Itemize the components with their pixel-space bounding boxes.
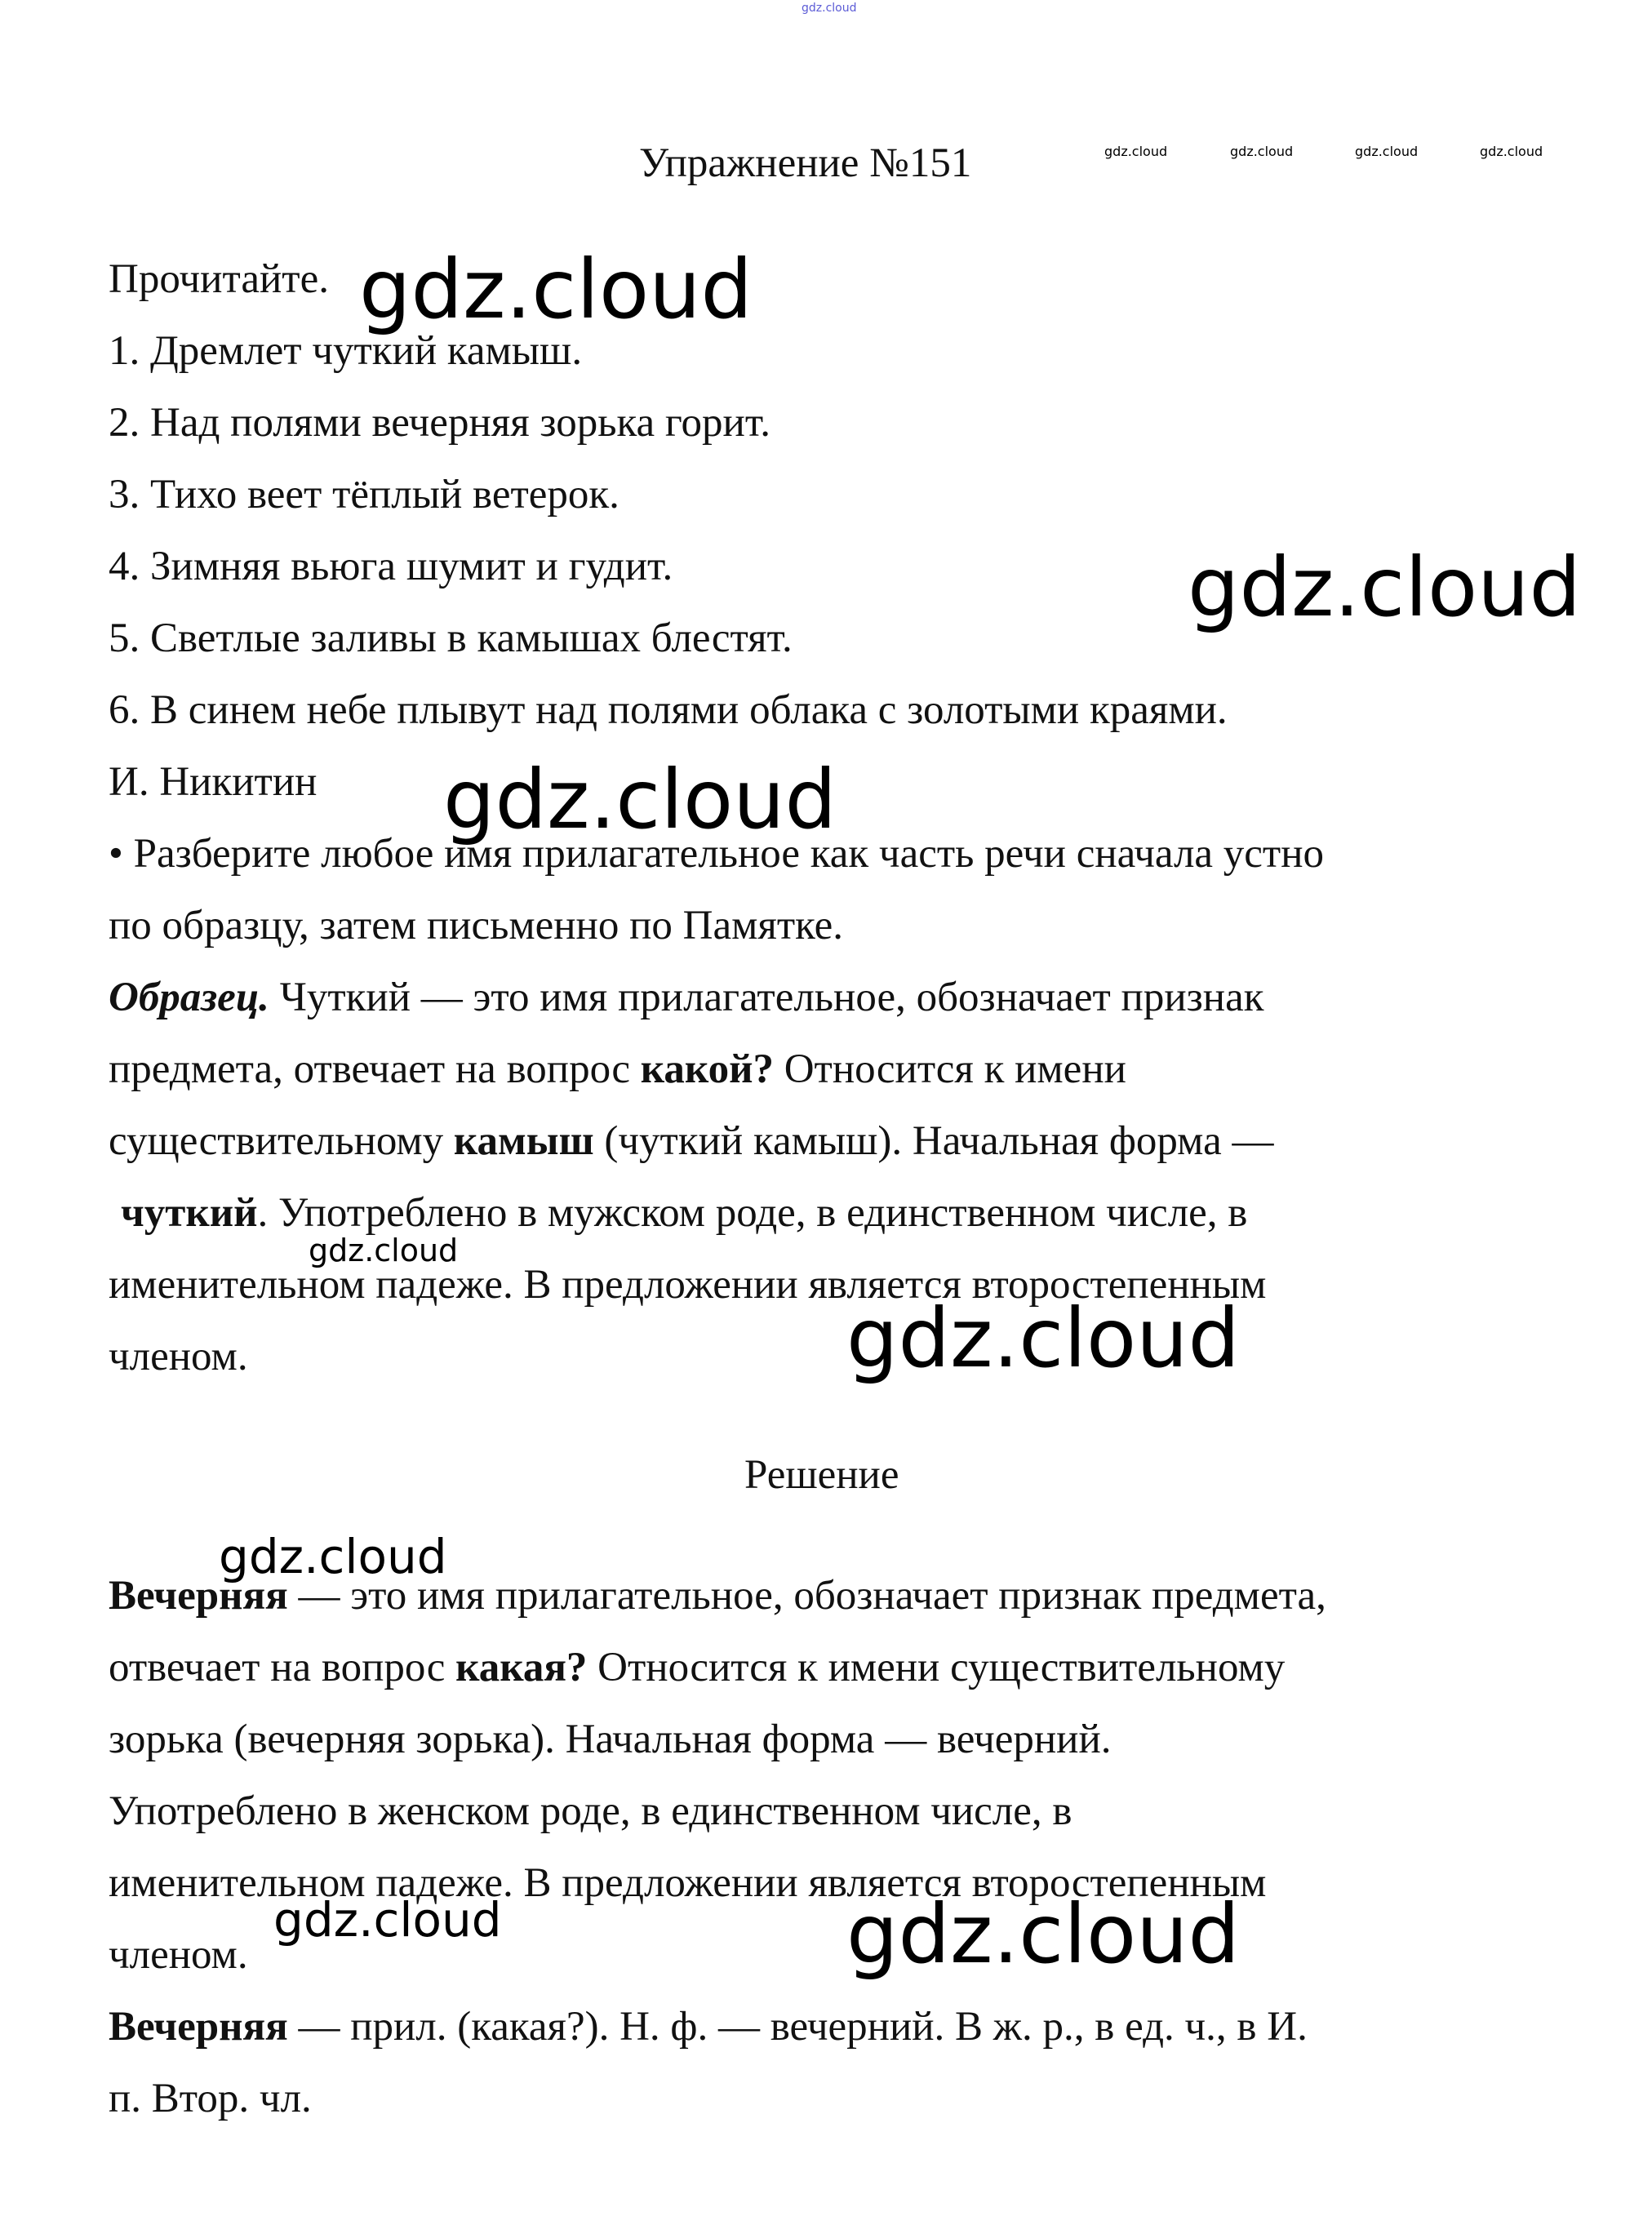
sample-line-5: именительном падеже. В предложении является второстепенным: [109, 1262, 1267, 1308]
watermark-header-2: gdz.cloud: [1230, 144, 1294, 159]
author: И. Никитин: [109, 759, 318, 805]
solution-short-line-2: п. Втор. чл.: [109, 2076, 312, 2121]
sentence-2: 2. Над полями вечерняя зорька горит.: [109, 400, 771, 446]
watermark-7: gdz.cloud: [273, 1892, 502, 1948]
sample-line-4: чуткий. Употреблено в мужском роде, в единственном числе, в: [121, 1190, 1248, 1236]
watermark-8: gdz.cloud: [846, 1886, 1241, 1982]
solution-line-2: отвечает на вопрос какая? Относится к имени существительному: [109, 1645, 1286, 1690]
sample-label: Образец.: [109, 975, 269, 1020]
watermark-2: gdz.cloud: [1188, 540, 1582, 635]
sample-line-2: предмета, отвечает на вопрос какой? Относится к имени: [109, 1046, 1126, 1092]
sentence-6: 6. В синем небе плывут над полями облака с золотыми краями.: [109, 687, 1228, 733]
watermark-header-3: gdz.cloud: [1355, 144, 1419, 159]
solution-short-line-1: Вечерняя — прил. (какая?). Н. ф. — вечерний. В ж. р., в ед. ч., в И.: [109, 2004, 1308, 2050]
watermark-1: gdz.cloud: [359, 242, 753, 337]
sample-line-6: членом.: [109, 1334, 248, 1379]
watermark-top: gdz.cloud: [802, 2, 857, 15]
task-line-1: • Разберите любое имя прилагательное как часть речи сначала устно: [109, 831, 1325, 877]
sample-line-3: существительному камыш (чуткий камыш). Начальная форма —: [109, 1118, 1274, 1164]
watermark-header-1: gdz.cloud: [1104, 144, 1168, 159]
task-line-2: по образцу, затем письменно по Памятке.: [109, 903, 844, 948]
sample-line-1: Образец. Чуткий — это имя прилагательное, обозначает признак: [109, 975, 1264, 1020]
watermark-header-4: gdz.cloud: [1480, 144, 1543, 159]
intro-text: Прочитайте.: [109, 256, 329, 302]
sentence-5: 5. Светлые заливы в камышах блестят.: [109, 615, 793, 661]
solution-line-4: Употреблено в женском роде, в единственном числе, в: [109, 1788, 1072, 1834]
page-title: Упражнение №151: [639, 140, 972, 186]
solution-heading: Решение: [744, 1452, 899, 1498]
sentence-4: 4. Зимняя вьюга шумит и гудит.: [109, 544, 673, 589]
sentence-3: 3. Тихо веет тёплый ветерок.: [109, 472, 620, 517]
solution-line-5: именительном падеже. В предложении является второстепенным: [109, 1860, 1267, 1906]
solution-line-6: членом.: [109, 1932, 248, 1978]
watermark-4: gdz.cloud: [309, 1233, 459, 1268]
watermark-3: gdz.cloud: [443, 752, 837, 847]
solution-line-3: зорька (вечерняя зорька). Начальная форма — вечерний.: [109, 1717, 1112, 1762]
watermark-5: gdz.cloud: [846, 1290, 1241, 1386]
solution-line-1: Вечерняя — это имя прилагательное, обозначает признак предмета,: [109, 1573, 1326, 1619]
sentence-1: 1. Дремлет чуткий камыш.: [109, 328, 583, 374]
watermark-6: gdz.cloud: [219, 1529, 447, 1584]
